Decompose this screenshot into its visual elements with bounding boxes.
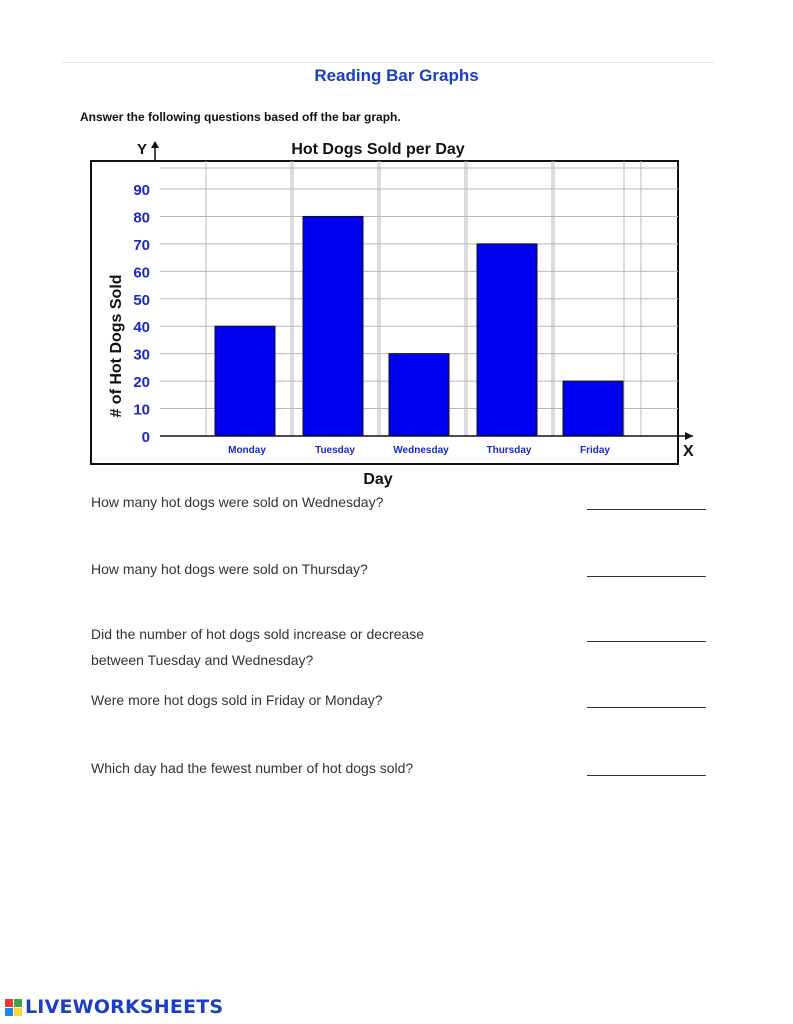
bar-tuesday — [303, 216, 363, 436]
x-tick-label: Wednesday — [393, 445, 449, 456]
bar-wednesday — [389, 354, 449, 436]
bar-thursday — [477, 244, 537, 436]
question-5: Which day had the fewest number of hot dogs sold? — [91, 760, 414, 776]
logo-grid-icon — [5, 999, 22, 1016]
bar-monday — [215, 326, 275, 436]
y-tick-label: 40 — [133, 319, 150, 337]
instructions-text: Answer the following questions based off the bar graph. — [80, 110, 401, 124]
question-1: How many hot dogs were sold on Wednesday? — [91, 494, 384, 510]
question-3 — [91, 621, 424, 673]
y-tick-label: 80 — [133, 209, 150, 227]
y-tick-label: 10 — [133, 401, 150, 419]
chart-title: Hot Dogs Sold per Day — [291, 141, 465, 158]
y-tick-label: 30 — [133, 346, 150, 364]
question-4: Were more hot dogs sold in Friday or Monday? — [91, 692, 383, 708]
answer-line-5[interactable] — [587, 775, 706, 776]
bar-chart — [0, 0, 793, 500]
x-tick-label: Friday — [579, 445, 611, 456]
liveworksheets-logo[interactable] — [5, 996, 223, 1018]
question-3-line-2: between Tuesday and Wednesday? — [91, 652, 314, 668]
logo-text: LIVEWORKSHEETS — [25, 996, 224, 1018]
x-tick-label: Tuesday — [315, 445, 355, 456]
bar-friday — [563, 381, 623, 436]
answer-line-3[interactable] — [587, 641, 706, 642]
answer-line-2[interactable] — [587, 576, 706, 577]
x-axis-title: Day — [363, 471, 393, 488]
y-axis-arrow-icon — [151, 141, 159, 148]
y-tick-label: 70 — [133, 236, 150, 254]
logo-square — [14, 1008, 22, 1016]
x-axis-arrow-icon — [685, 432, 693, 440]
question-2: How many hot dogs were sold on Thursday? — [91, 561, 368, 577]
x-axis-letter: X — [683, 443, 694, 460]
logo-square — [5, 1008, 13, 1016]
y-axis-title: # of Hot Dogs Sold — [108, 274, 125, 418]
x-tick-label: Monday — [228, 445, 266, 456]
question-3-line-1: Did the number of hot dogs sold increase or decrease — [91, 626, 425, 642]
answer-line-1[interactable] — [587, 509, 706, 510]
y-axis-letter: Y — [137, 141, 148, 158]
y-tick-label: 20 — [133, 374, 150, 392]
y-tick-label: 60 — [133, 264, 150, 282]
y-tick-label: 50 — [133, 291, 150, 309]
answer-line-4[interactable] — [587, 707, 706, 708]
y-tick-label: 90 — [133, 182, 150, 199]
logo-square — [5, 999, 13, 1007]
y-tick-label: 0 — [141, 429, 150, 446]
logo-square — [14, 999, 22, 1007]
x-tick-label: Thursday — [486, 445, 532, 456]
worksheet-title: Reading Bar Graphs — [314, 66, 479, 85]
